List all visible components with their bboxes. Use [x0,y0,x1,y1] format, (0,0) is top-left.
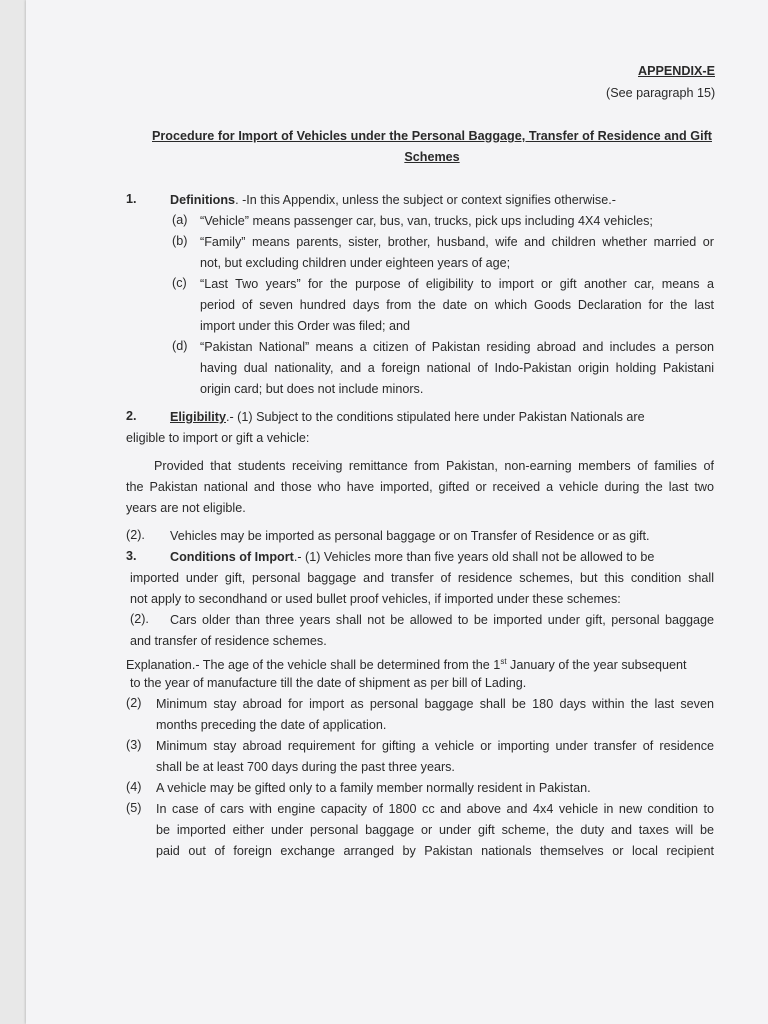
section-1-intro-text: . -In this Appendix, unless the subject or context signifies otherwise.- [235,193,616,207]
section-3-heading: Conditions of Import [170,550,294,564]
def-a-label: (a) [172,213,188,227]
def-d-line1: “Pakistan National” means a citizen of Pakistan residing abroad and includes a person [200,340,714,354]
section-3-line1 [170,549,714,565]
def-c-label: (c) [172,276,187,290]
def-d-label: (d) [172,339,188,353]
item-5-line2: be imported either under personal baggage or under gift scheme, the duty and taxes will be [156,823,714,837]
def-c-line3: import under this Order was filed; and [200,319,410,333]
document-page [26,0,768,1024]
item-5-line1: In case of cars with engine capacity of 1800 cc and above and 4x4 vehicle in new condition to [156,802,714,816]
section-3-line1-text: .- (1) Vehicles more than five years old shall not be allowed to be [293,550,655,564]
item-2-line2: months preceding the date of application. [156,718,387,732]
section-2-number: 2. [126,409,137,423]
def-b-line2: not, but excluding children under eighteen years of age; [200,256,511,270]
document-title-line1: Procedure for Import of Vehicles under the Personal Baggage, Transfer of Residence and Gift [152,129,712,143]
proviso-line3: years are not eligible. [126,501,246,515]
explanation-sup: st [500,657,507,666]
section-2-p2-text: Vehicles may be imported as personal baggage or on Transfer of Residence or as gift. [170,529,650,543]
explanation-line1 [126,654,714,673]
item-4-line1: A vehicle may be gifted only to a family member normally resident in Pakistan. [156,781,591,795]
item-4-label: (4) [126,780,142,794]
section-2-p2-label: (2). [126,528,145,542]
def-d-line2: having dual nationality, and a foreign national of Indo-Pakistan origin holding Pakistani [200,361,714,375]
explanation-line2: to the year of manufacture till the date of shipment as per bill of Lading. [130,676,527,690]
def-b-line1: “Family” means parents, sister, brother, husband, wife and children whether married or [200,235,714,249]
see-paragraph: (See paragraph 15) [606,86,716,100]
section-3-number: 3. [126,549,137,563]
def-c-line1: “Last Two years” for the purpose of eligibility to import or gift another car, means a [200,277,714,291]
item-3-line1: Minimum stay abroad requirement for gifting a vehicle or importing under transfer of residence [156,739,714,753]
section-1-heading: Definitions [170,193,236,207]
def-a-text: “Vehicle” means passenger car, bus, van, trucks, pick ups including 4X4 vehicles; [200,214,653,228]
section-2-heading: Eligibility [170,410,226,424]
section-1-number: 1. [126,192,137,206]
item-3-line2: shall be at least 700 days during the past three years. [156,760,455,774]
document-title-line2: Schemes [404,150,460,164]
section-3-p2-line1: Cars older than three years shall not be allowed to be imported under gift, personal baggage [170,613,714,627]
section-2-line1 [170,409,714,425]
section-2-line1-text: .- (1) Subject to the conditions stipulated here under Pakistan Nationals are [225,410,645,424]
appendix-label: APPENDIX-E [638,64,715,78]
section-3-p2-line2: and transfer of residence schemes. [130,634,327,648]
section-1-intro [170,192,616,208]
item-5-line3: paid out of foreign exchange arranged by Pakistan nationals themselves or local recipient [156,844,714,858]
explanation-post: January of the year subsequent [506,658,687,673]
def-d-line3: origin card; but does not include minors. [200,382,424,396]
section-3-line3: not apply to secondhand or used bullet proof vehicles, if imported under these schemes: [130,592,621,606]
section-3-p2-label: (2). [130,612,149,626]
def-b-label: (b) [172,234,188,248]
item-2-line1: Minimum stay abroad for import as personal baggage shall be 180 days within the last seven [156,697,714,711]
item-2-label: (2) [126,696,142,710]
item-3-label: (3) [126,738,142,752]
proviso-line2: the Pakistan national and those who have imported, gifted or received a vehicle during the last two [126,480,714,494]
section-2-line2: eligible to import or gift a vehicle: [126,431,310,445]
proviso-line1: Provided that students receiving remittance from Pakistan, non-earning members of families of [154,459,714,473]
explanation-pre: Explanation.- The age of the vehicle shall be determined from the 1 [126,658,501,673]
item-5-label: (5) [126,801,142,815]
section-3-line2: imported under gift, personal baggage and transfer of residence schemes, but this condition shall [130,571,714,585]
def-c-line2: period of seven hundred days from the date on which Goods Declaration for the last [200,298,714,312]
